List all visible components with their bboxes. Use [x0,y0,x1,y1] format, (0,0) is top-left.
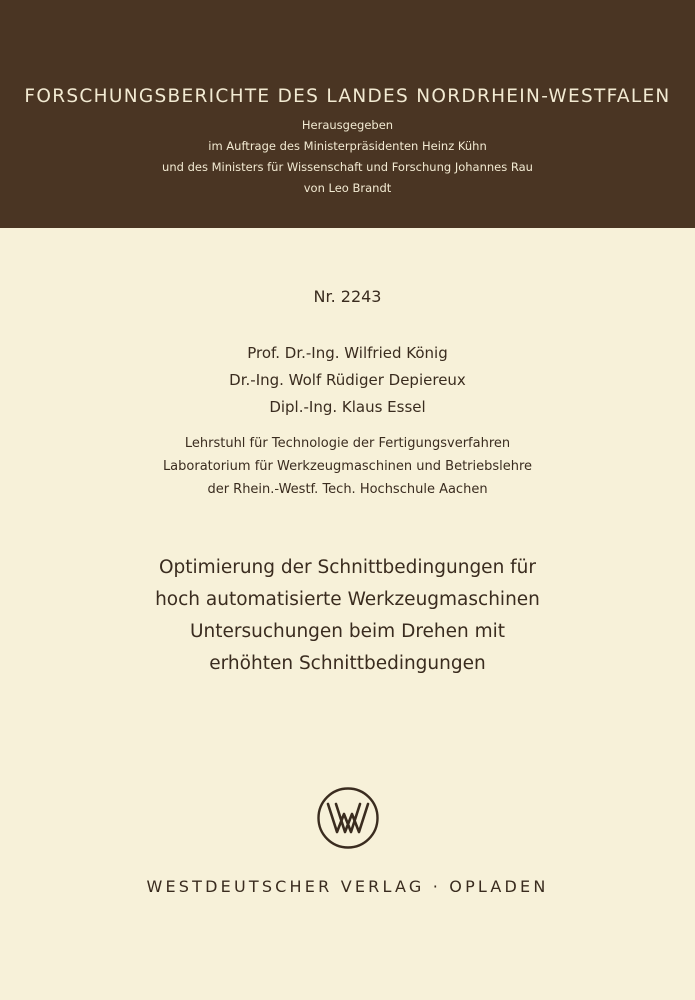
title-line-4: erhöhten Schnittbedingungen [209,653,486,674]
report-number: Nr. 2243 [313,287,382,306]
institution-line-1: Lehrstuhl für Technologie der Fertigungsverfahren [184,436,511,451]
institution-line-3: der Rhein.-Westf. Tech. Hochschule Aachen [207,482,488,497]
editor-label: Herausgegeben [301,118,394,132]
series-title: FORSCHUNGSBERICHTE DES LANDES NORDRHEIN-WESTFALEN [24,86,671,107]
title-line-2: hoch automatisierte Werkzeugmaschinen [155,589,540,610]
commission-line: im Auftrage des Ministerpräsidenten Heinz Kühn [208,139,487,153]
title-line-1: Optimierung der Schnittbedingungen für [158,557,537,578]
publisher-imprint: WESTDEUTSCHER VERLAG · OPLADEN [146,877,549,896]
editor-name: von Leo Brandt [303,181,392,195]
author-1: Prof. Dr.-Ing. Wilfried König [247,344,448,362]
institution-line-2: Laboratorium für Werkzeugmaschinen und Betriebslehre [162,459,533,474]
minister-line: und des Ministers für Wissenschaft und Forschung Johannes Rau [162,160,533,174]
header-band [0,0,695,228]
author-2: Dr.-Ing. Wolf Rüdiger Depiereux [229,371,466,389]
title-line-3: Untersuchungen beim Drehen mit [189,621,506,642]
publisher-vw-logo-icon [316,786,380,850]
author-3: Dipl.-Ing. Klaus Essel [269,398,426,416]
